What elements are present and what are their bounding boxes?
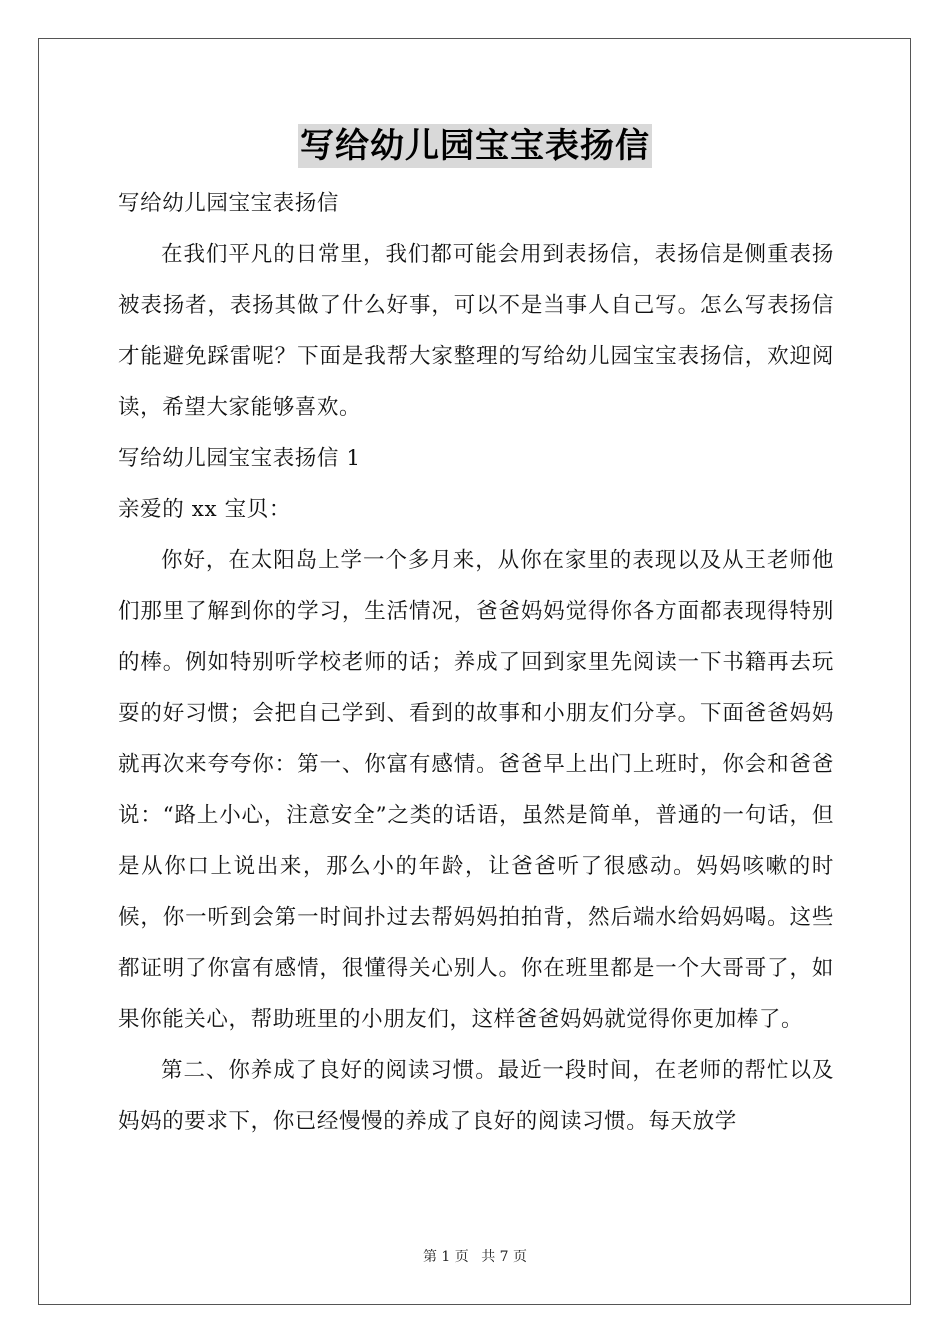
salutation: 亲爱的 xx 宝贝： (118, 497, 291, 522)
page-number: 第 1 页 (422, 1249, 469, 1265)
page-total: 共 7 页 (481, 1249, 528, 1265)
body-paragraph: 你好，在太阳岛上学一个多月来，从你在家里的表现以及从王老师他们那里了解到你的学习，生活情况，爸爸妈妈觉得你各方面都表现得特别的棒。例如特别听学校老师的话；养成了回到家里先阅读一下书籍再去玩耍的好习惯；会把自己学到、看到的故事和小朋友们分享。下面爸爸妈妈就再次来夸夸你：第一、你富有感情。爸爸早上出门上班时，你会和爸爸说：“路上小心，注意安全”之类的话语，虽然是简单，普通的一句话，但是从你口上说出来，那么小的年龄，让爸爸听了很感动。妈妈咳嗽的时候，你一听到会第一时间扑过去帮妈妈拍拍背，然后端水给妈妈喝。这些都证明了你富有感情，很懂得关心别人。你在班里都是一个大哥哥了，如果你能关心，帮助班里的小朋友们，这样爸爸妈妈就觉得你更加棒了。 (118, 548, 834, 1032)
title-container (0, 124, 950, 168)
body-paragraph: 第二、你养成了良好的阅读习惯。最近一段时间，在老师的帮忙以及妈妈的要求下，你已经慢慢的养成了良好的阅读习惯。每天放学 (118, 1058, 834, 1134)
document-title: 写给幼儿园宝宝表扬信 (300, 126, 650, 166)
page-footer (0, 1246, 950, 1266)
subtitle-line: 写给幼儿园宝宝表扬信 (118, 191, 340, 216)
intro-paragraph: 在我们平凡的日常里，我们都可能会用到表扬信，表扬信是侧重表扬被表扬者，表扬其做了什么好事，可以不是当事人自己写。怎么写表扬信才能避免踩雷呢？下面是我帮大家整理的写给幼儿园宝宝表扬信，欢迎阅读，希望大家能够喜欢。 (118, 242, 834, 420)
section-heading: 写给幼儿园宝宝表扬信 1 (118, 446, 361, 471)
document-body (118, 178, 834, 1147)
